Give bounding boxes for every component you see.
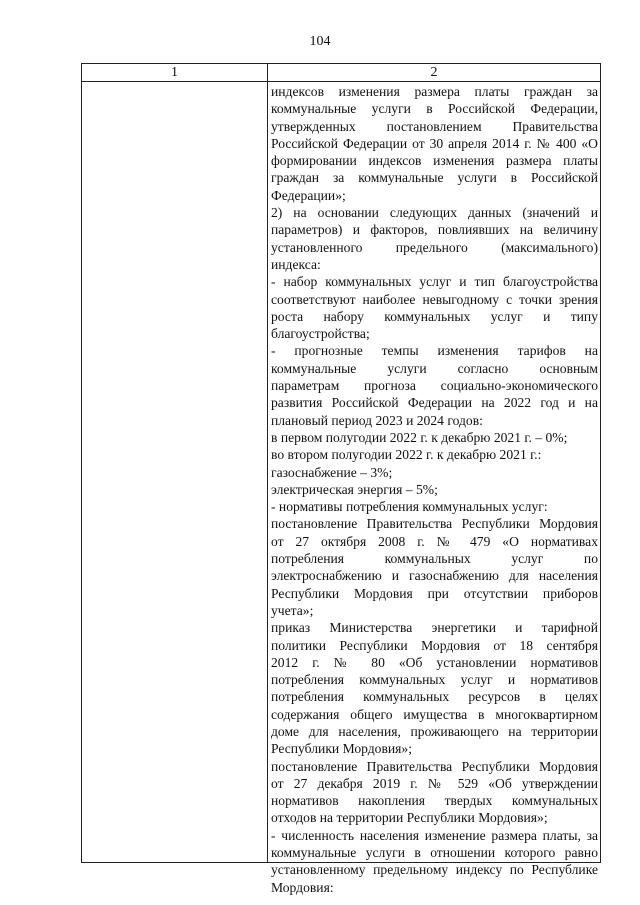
text-line: 2) на основании следующих данных (значений и xyxy=(271,205,598,221)
text-line: коммунальные услуги согласно основным xyxy=(271,360,598,376)
text-line: установленному предельному индексу по Республике xyxy=(271,862,598,878)
text-line: постановление Правительства Республики Мордовия xyxy=(271,516,598,532)
column-2-cell xyxy=(271,83,598,896)
text-line: утвержденных постановлением Правительства xyxy=(271,118,598,134)
text-line: формировании индексов изменения размера платы xyxy=(271,153,598,169)
text-line: постановление Правительства Республики Мордовия xyxy=(271,758,598,774)
text-line: электрическая энергия – 5%; xyxy=(271,481,438,497)
text-line: индекса: xyxy=(271,256,321,272)
text-line: - прогнозные темпы изменения тарифов на xyxy=(271,343,598,359)
text-line: Республики Мордовия»; xyxy=(271,741,412,757)
text-line: доме для населения, проживающего на территории xyxy=(271,723,598,739)
column-1-header: 1 xyxy=(171,65,178,80)
text-line: - набор коммунальных услуг и тип благоустройства xyxy=(271,274,598,290)
text-line: 2012 г. № 80 «Об установлении нормативов xyxy=(271,654,598,670)
column-divider xyxy=(267,64,268,862)
text-line: параметрам прогноза социально-экономического xyxy=(271,378,598,394)
text-line: - нормативы потребления коммунальных услуг: xyxy=(271,499,548,515)
text-line: Российской Федерации от 30 апреля 2014 г. № 400 «О xyxy=(271,135,598,151)
text-line: плановый период 2023 и 2024 годов: xyxy=(271,412,483,428)
text-line: потребления коммунальных ресурсов в целях xyxy=(271,689,598,705)
text-line: Республики Мордовия при отсутствии приборов xyxy=(271,585,598,601)
text-line: коммунальные услуги в отношении которого равно xyxy=(271,845,598,861)
text-line: от 27 октября 2008 г. № 479 «О нормативах xyxy=(271,533,598,549)
text-line: благоустройства; xyxy=(271,326,370,342)
text-line: газоснабжение – 3%; xyxy=(271,464,393,480)
text-line: политики Республики Мордовия от 18 сентября xyxy=(271,637,598,653)
text-line: развития Российской Федерации на 2022 год и на xyxy=(271,395,598,411)
table-header-row xyxy=(82,64,600,82)
text-line: граждан за коммунальные услуги в Российской xyxy=(271,170,598,186)
text-line: параметров) и факторов, повлиявших на величину xyxy=(271,222,598,238)
page-number: 104 xyxy=(309,34,331,49)
text-line: от 27 декабря 2019 г. № 529 «Об утверждении xyxy=(271,775,598,791)
text-line: Федерации»; xyxy=(271,187,346,203)
text-line: коммунальные услуги в Российской Федерации, xyxy=(271,101,598,117)
text-line: соответствуют наиболее невыгодному с точки зрения xyxy=(271,291,598,307)
text-line: индексов изменения размера платы граждан за xyxy=(271,84,598,99)
text-line: учета»; xyxy=(271,602,314,618)
column-1-cell xyxy=(82,82,267,862)
column-2-header: 2 xyxy=(430,65,438,80)
text-line: потребления коммунальных услуг и нормативов xyxy=(271,672,598,688)
text-line: приказ Министерства энергетики и тарифной xyxy=(271,620,598,636)
text-line: потребления коммунальных услуг по xyxy=(271,551,598,567)
text-line: во втором полугодии 2022 г. к декабрю 2021 г.: xyxy=(271,447,542,463)
text-line: отходов на территории Республики Мордовия»; xyxy=(271,810,548,826)
text-line: нормативов накопления твердых коммунальных xyxy=(271,793,598,809)
text-line: Мордовия: xyxy=(271,879,334,895)
text-line: электроснабжению и газоснабжению для населения xyxy=(271,568,598,584)
text-line: роста набору коммунальных услуг и типу xyxy=(271,308,598,324)
text-line: установленного предельного (максимального) xyxy=(271,239,598,255)
document-table xyxy=(81,63,601,895)
text-line: содержания общего имущества в многоквартирном xyxy=(271,706,598,722)
text-line: в первом полугодии 2022 г. к декабрю 2021 г. – 0%; xyxy=(271,429,568,445)
text-line: - численность населения изменение размера платы, за xyxy=(271,827,598,843)
